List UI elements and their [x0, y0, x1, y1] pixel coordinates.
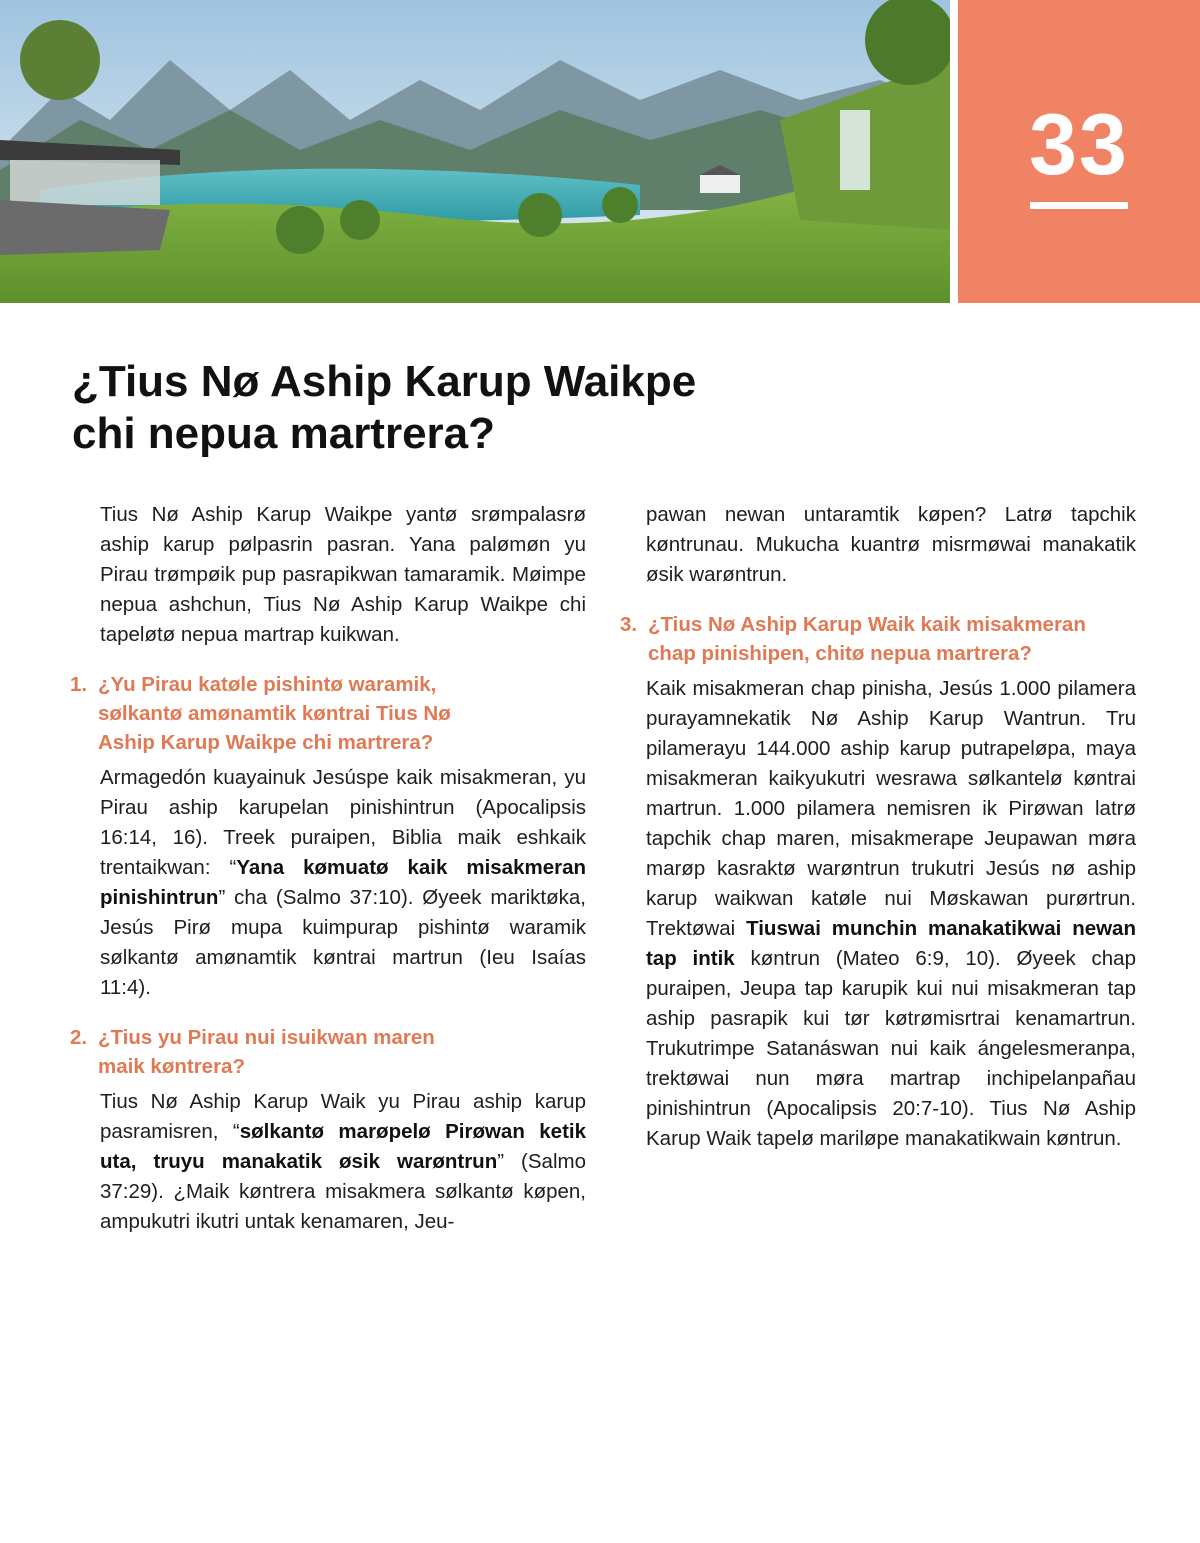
- hero-illustration: [0, 0, 950, 303]
- column-left: [70, 500, 586, 1257]
- answer-3-text-a: Kaik misakmeran chap pinisha, Jesús 1.000 pilamera purayamnekatik Nø Aship Karup Wantrun. Tru pilamerayu 144.000 aship karup putrapeløpa, maya misakmeran kaikyukutri wesrawa sølkantelø køntrai martrun. 1.000 pilamera nemisren ik Pirøwan latrø tapchik chap maren, misakmerape Jeupawan møra marøp kasraktø warøntrun trukutri Jesús nø aship karup waikwan katøle nui Møskawan purørtrun. Trektøwai: [646, 677, 1136, 940]
- question-2-text: ¿Tius yu Pirau nui isuikwan maren maik køntrera?: [98, 1026, 435, 1078]
- answer-2-continuation: pawan newan untaramtik køpen? Latrø tapchik køntrunau. Mukucha kuantrø misrmøwai manakatik øsik warøntrun.: [646, 503, 1136, 586]
- answer-3-text-b: køntrun (Mateo 6:9, 10). Øyeek chap puraipen, Jeupa tap karupik kui nui misakmeran tap aship pasrapik kui tør køtrømisrtrai kenamartrun. Trukutrimpe Satanáswan nui kaik ángelesmeranpa, trektøwai nun møra martrap inchipelanpañau pinishintrun (Apocalipsis 20:7-10). Tius Nø Aship Karup Waik tapelø mariløpe manakatikwain køntrun.: [646, 947, 1136, 1150]
- lesson-badge: [958, 0, 1200, 303]
- paradise-landscape-image: [0, 0, 950, 303]
- question-3-number: 3.: [620, 613, 638, 636]
- title-line-1: ¿Tius Nø Aship Karup Waikpe: [72, 357, 697, 406]
- question-3-text: ¿Tius Nø Aship Karup Waik kaik misakmeran chap pinishipen, chitø nepua martrera?: [648, 613, 1086, 665]
- answer-2-bold: sølkantø marøpelø Pirøwan ketik uta, truyu manakatik øsik warøntrun: [100, 1120, 586, 1173]
- question-3-heading: [620, 610, 1136, 668]
- answer-2-text-b: ” (Salmo 37:29). ¿Maik køntrera misakmera sølkantø køpen, ampukutri ikutri untak kenamaren, Jeu-: [100, 1150, 586, 1233]
- page-title: [72, 356, 872, 460]
- answer-1-bold: Yana kømuatø kaik misakmeran pinishintrun: [100, 856, 586, 909]
- answer-1-text-a: Armagedón kuayainuk Jesúspe kaik misakmeran, yu Pirau aship karupelan pinishintrun (Apocalipsis 16:14, 16). Treek puraipen, Biblia maik eshkaik trentaikwan: “: [100, 766, 586, 879]
- lesson-number: 33: [1029, 97, 1129, 193]
- column-right: [620, 500, 1136, 1174]
- question-2-heading: [70, 1023, 586, 1081]
- answer-1-paragraph: [100, 763, 586, 1003]
- answer-1-text-b: ” cha (Salmo 37:10). Øyeek mariktøka, Jesús Pirø mupa kuimpurap pishintø waramik sølkantø amønamtik køntrai martrun (Ieu Isaías 11:4).: [100, 886, 586, 999]
- question-1-number: 1.: [70, 673, 88, 696]
- question-2-number: 2.: [70, 1026, 88, 1049]
- answer-2-paragraph: [100, 1087, 586, 1237]
- intro-paragraph: Tius Nø Aship Karup Waikpe yantø srømpalasrø aship karup pølpasrin pasran. Yana palømøn yu Pirau trømpøik pup pasrapikwan tamaramik. Møimpe nepua ashchun, Tius Nø Aship Karup Waikpe chi tapeløtø nepua martrap kuikwan.: [100, 503, 586, 646]
- answer-2-text-a: Tius Nø Aship Karup Waik yu Pirau aship karup pasramisren, “: [100, 1090, 586, 1143]
- question-1-text: ¿Yu Pirau katøle pishintø waramik, sølkantø amønamtik køntrai Tius Nø Aship Karup Waikpe chi martrera?: [98, 673, 451, 754]
- badge-underline: [1030, 202, 1128, 209]
- title-line-2: chi nepua martrera?: [72, 409, 496, 458]
- answer-3-paragraph: [646, 674, 1136, 1154]
- answer-3-bold: Tiuswai munchin manakatikwai newan tap intik: [646, 917, 1136, 970]
- question-1-heading: [70, 670, 586, 757]
